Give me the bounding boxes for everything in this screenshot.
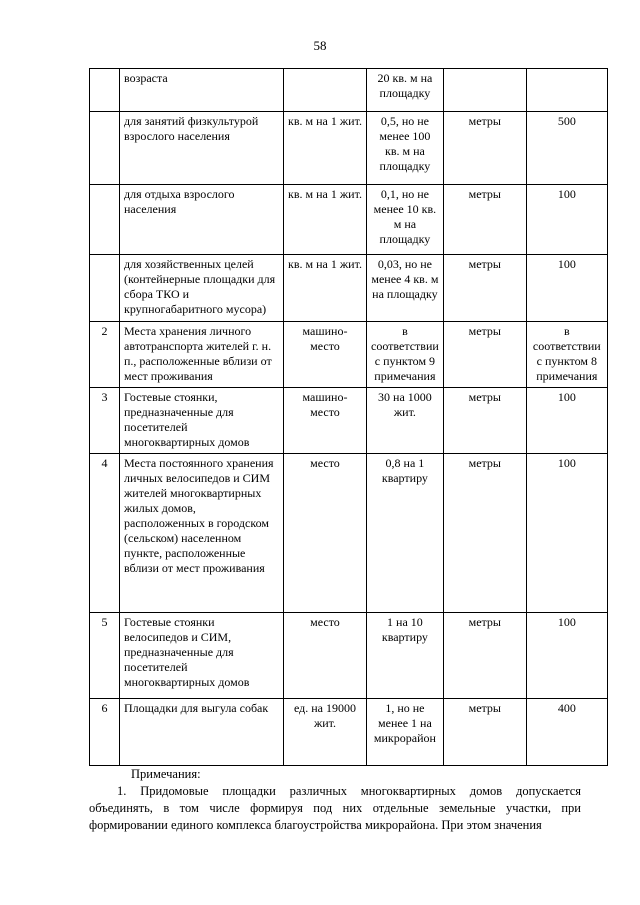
row-name: Места хранения личного автотранспорта жителей г. н. п., расположенные вблизи от мест проживания	[120, 322, 284, 388]
row-max: 100	[526, 185, 607, 255]
row-value: 30 на 1000 жит.	[367, 388, 444, 454]
table-row	[90, 112, 608, 185]
row-value-unit: метры	[443, 388, 526, 454]
row-max	[526, 69, 607, 112]
row-value-unit	[443, 69, 526, 112]
table-row	[90, 255, 608, 322]
row-number	[90, 69, 120, 112]
row-name: Места постоянного хранения личных велосипедов и СИМ жителей многоквартирных жилых домов, расположенных в городском (сельском) населенном пункте, расположенные вблизи от мест проживания	[120, 454, 284, 613]
row-value-unit: метры	[443, 699, 526, 766]
row-number: 6	[90, 699, 120, 766]
row-name: Площадки для выгула собак	[120, 699, 284, 766]
row-unit: место	[284, 613, 367, 699]
row-name: возраста	[120, 69, 284, 112]
row-number	[90, 112, 120, 185]
table-row	[90, 388, 608, 454]
table-row	[90, 613, 608, 699]
row-unit: машино-место	[284, 388, 367, 454]
row-max: 500	[526, 112, 607, 185]
row-unit	[284, 69, 367, 112]
row-value: 20 кв. м на площадку	[367, 69, 444, 112]
row-number	[90, 185, 120, 255]
table-row	[90, 454, 608, 613]
row-value: 0,1, но не менее 10 кв. м на площадку	[367, 185, 444, 255]
row-number: 3	[90, 388, 120, 454]
row-max: 100	[526, 613, 607, 699]
row-unit: кв. м на 1 жит.	[284, 185, 367, 255]
row-name: Гостевые стоянки велосипедов и СИМ, предназначенные для посетителей многоквартирных домов	[120, 613, 284, 699]
row-name: для занятий физкультурой взрослого населения	[120, 112, 284, 185]
norms-table	[89, 68, 608, 766]
row-value-unit: метры	[443, 322, 526, 388]
row-unit: машино-место	[284, 322, 367, 388]
notes-section	[89, 766, 581, 834]
row-value-unit: метры	[443, 255, 526, 322]
row-max: 100	[526, 255, 607, 322]
row-unit: кв. м на 1 жит.	[284, 112, 367, 185]
table-row	[90, 322, 608, 388]
table-row	[90, 69, 608, 112]
row-value-unit: метры	[443, 454, 526, 613]
row-value: 0,5, но не менее 100 кв. м на площадку	[367, 112, 444, 185]
row-value-unit: метры	[443, 112, 526, 185]
row-max: 100	[526, 454, 607, 613]
row-value-unit: метры	[443, 613, 526, 699]
notes-text: 1. Придомовые площадки различных многоквартирных домов допускается объединять, в том числе формируя под них отдельные земельные участки, при формировании единого комплекса благоустройства микрорайона. При этом значения	[89, 784, 581, 832]
row-max: 100	[526, 388, 607, 454]
row-value: 1 на 10 квартиру	[367, 613, 444, 699]
row-number: 4	[90, 454, 120, 613]
row-unit: ед. на 19000 жит.	[284, 699, 367, 766]
notes-title: Примечания:	[131, 767, 201, 781]
row-name: для хозяйственных целей (контейнерные площадки для сбора ТКО и крупногабаритного мусора)	[120, 255, 284, 322]
page-number: 58	[313, 38, 327, 53]
row-max: 400	[526, 699, 607, 766]
row-value-unit: метры	[443, 185, 526, 255]
row-number: 5	[90, 613, 120, 699]
row-unit: кв. м на 1 жит.	[284, 255, 367, 322]
row-value: 1, но не менее 1 на микрорайон	[367, 699, 444, 766]
row-unit: место	[284, 454, 367, 613]
row-value: 0,03, но не менее 4 кв. м на площадку	[367, 255, 444, 322]
row-name: для отдыха взрослого населения	[120, 185, 284, 255]
row-max: в соответствии с пунктом 8 примечания	[526, 322, 607, 388]
table-body	[90, 69, 608, 766]
row-number: 2	[90, 322, 120, 388]
row-number	[90, 255, 120, 322]
row-name: Гостевые стоянки, предназначенные для посетителей многоквартирных домов	[120, 388, 284, 454]
table-row	[90, 699, 608, 766]
row-value: в соответствии с пунктом 9 примечания	[367, 322, 444, 388]
row-value: 0,8 на 1 квартиру	[367, 454, 444, 613]
table-row	[90, 185, 608, 255]
